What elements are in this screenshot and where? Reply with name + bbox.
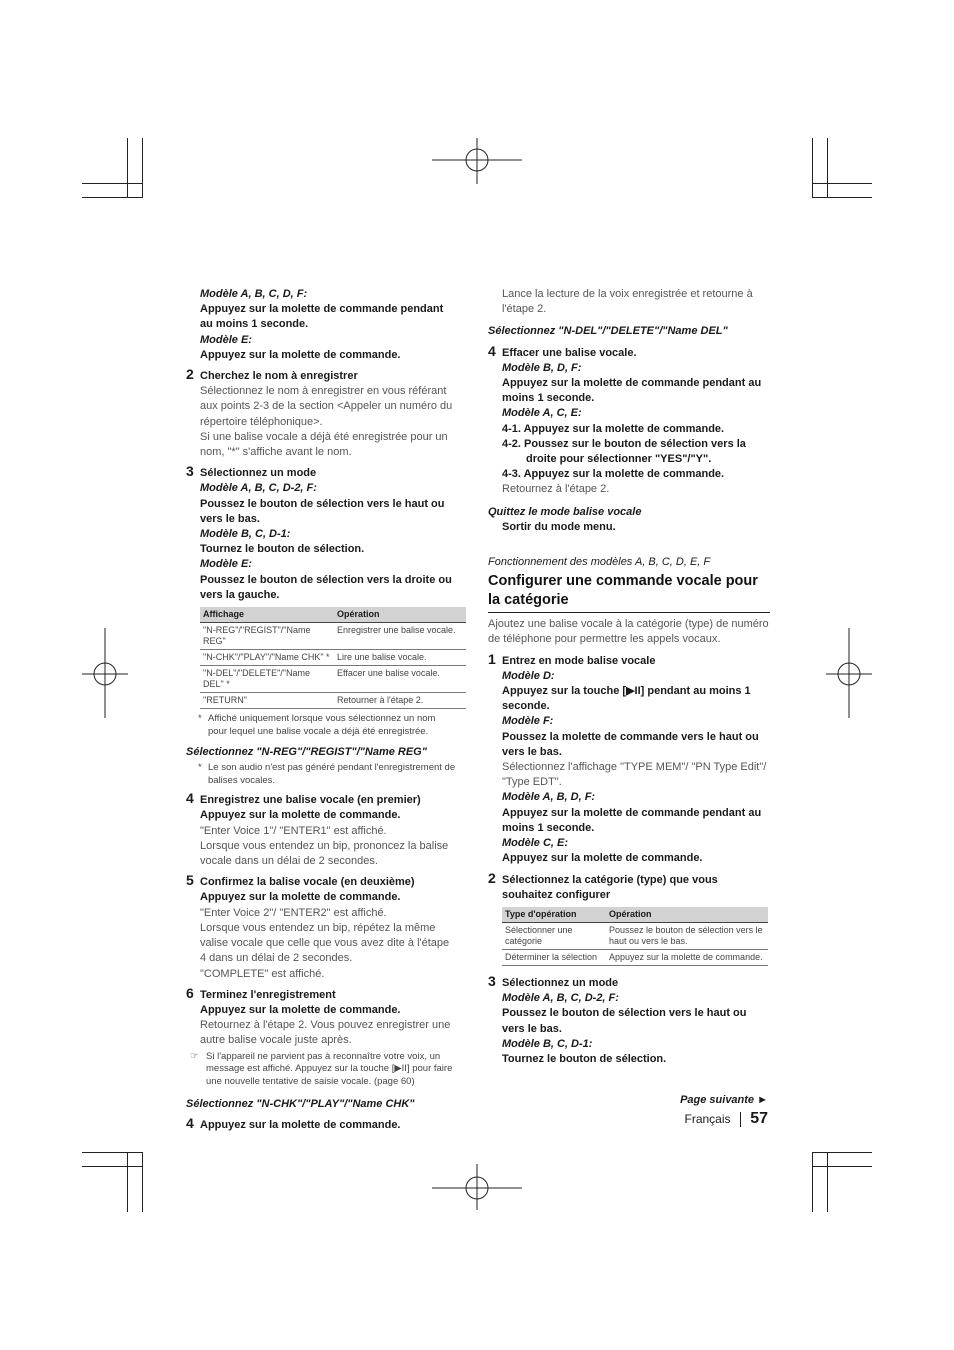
section-heading: Sélectionnez "N-REG"/"REGIST"/"Name REG" — [186, 746, 427, 759]
table-cell: "N-REG"/"REGIST"/"Name REG" — [200, 623, 334, 650]
left-column — [186, 287, 456, 1133]
table-row — [200, 693, 466, 709]
sub-step: 4-3. Appuyez sur la molette de commande. — [502, 468, 725, 481]
sub-step: droite pour sélectionner "YES"/"Y". — [526, 453, 712, 466]
model-label: Modèle B, C, D-1: — [502, 1037, 593, 1050]
hint-text: Si l'appareil ne parvient pas à reconnaître votre voix, un message est affiché. Appuyez sur la touche [▶II] pour faire une nouvelle tentative de saisie vocale. (page 60) — [206, 1050, 453, 1087]
model-label: Modèle A, B, C, D, F: — [200, 288, 308, 300]
step-title: Sélectionnez un mode — [200, 467, 317, 480]
table-header: Affichage — [200, 607, 334, 623]
step-text: Lance la lecture de la voix enregistrée et retourne à l'étape 2. — [502, 288, 753, 316]
model-label: Modèle F: — [502, 715, 554, 728]
table-cell: "N-CHK"/"PLAY"/"Name CHK" * — [200, 650, 334, 666]
instruction: Appuyez sur la molette de commande. — [502, 852, 703, 865]
step-number: 4 — [186, 790, 194, 807]
step-text: "Enter Voice 2"/ "ENTER2" est affiché. — [200, 906, 387, 919]
instruction: Appuyez sur la molette de commande. — [200, 891, 401, 904]
table-cell: Lire une balise vocale. — [334, 650, 466, 666]
registration-mark-left — [82, 628, 130, 720]
instruction: Appuyez sur la molette de commande pendant au moins 1 seconde. — [502, 806, 762, 834]
step-4-play — [186, 1115, 456, 1133]
language-label: Français — [684, 1112, 731, 1126]
model-label: Modèle A, B, D, F: — [502, 791, 596, 804]
instruction: Poussez le bouton de sélection vers le haut ou vers le bas. — [200, 497, 445, 525]
step-6 — [186, 984, 456, 1049]
table-cell: Poussez le bouton de sélection vers le haut ou vers le bas. — [606, 922, 768, 949]
table-header: Opération — [334, 607, 466, 623]
model-label: Modèle B, D, F: — [502, 361, 582, 374]
instruction: Poussez le bouton de sélection vers la droite ou vers la gauche. — [200, 573, 452, 601]
table-cell: "N-DEL"/"DELETE"/"Name DEL" * — [200, 666, 334, 693]
instruction: Appuyez sur la molette de commande. — [200, 809, 401, 822]
section-intro: Ajoutez une balise vocale à la catégorie (type) de numéro de téléphone pour permettre les appels vocaux. — [488, 618, 769, 646]
footnote-text: Affiché uniquement lorsque vous sélectionnez un nom pour lequel une balise vocale a déjà été enregistrée. — [208, 713, 436, 737]
page-footer — [600, 1110, 768, 1128]
step-text: Sélectionnez l'affichage "TYPE MEM"/ "PN Type Edit"/ "Type EDT". — [502, 761, 767, 789]
step-5 — [186, 872, 456, 981]
step-title: Terminez l'enregistrement — [200, 988, 336, 1001]
table-cell: Appuyez sur la molette de commande. — [606, 949, 768, 965]
section-heading: Sélectionnez "N-CHK"/"PLAY"/"Name CHK" — [186, 1098, 415, 1111]
table-cell: Effacer une balise vocale. — [334, 666, 466, 693]
footer-divider — [740, 1112, 741, 1127]
step-4-delete — [488, 342, 770, 498]
category-table — [502, 907, 768, 966]
table-row — [502, 922, 768, 949]
table-header: Opération — [606, 907, 768, 923]
table-header: Type d'opération — [502, 907, 606, 923]
step-number: 4 — [488, 342, 496, 359]
table-row — [200, 650, 466, 666]
next-page-link[interactable] — [600, 1094, 768, 1106]
pointing-hand-icon: ☞ — [190, 1050, 199, 1062]
model-label: Modèle D: — [502, 669, 555, 682]
table-cell: Retourner à l'étape 2. — [334, 693, 466, 709]
footnote-text: Le son audio n'est pas généré pendant l'enregistrement de balises vocales. — [208, 762, 456, 786]
step-number: 4 — [186, 1115, 194, 1132]
step-2 — [186, 366, 456, 460]
step-4 — [186, 790, 456, 869]
table-cell: "RETURN" — [200, 693, 334, 709]
step-1 — [488, 650, 770, 867]
step-text: "Enter Voice 1"/ "ENTER1" est affiché. — [200, 824, 387, 837]
model-label: Modèle C, E: — [502, 837, 569, 850]
footnote: * Affiché uniquement lorsque vous sélectionnez un nom pour lequel une balise vocale a déjà été enregistrée. — [198, 713, 436, 737]
step-number: 5 — [186, 872, 194, 889]
model-label: Modèle E: — [200, 558, 252, 571]
step-text: "COMPLETE" est affiché. — [200, 967, 325, 980]
step-text: Sélectionnez le nom à enregistrer en vous référant aux points 2-3 de la section <Appeler un numéro du répertoire téléphonique>. — [200, 385, 453, 428]
step-3 — [186, 463, 456, 603]
registration-mark-top — [432, 138, 524, 186]
step-title: Effacer une balise vocale. — [502, 346, 637, 359]
step-number: 6 — [186, 984, 194, 1001]
model-label: Modèle B, C, D-1: — [200, 528, 291, 541]
registration-mark-right — [826, 628, 874, 720]
step-text: Retournez à l'étape 2. — [502, 483, 610, 496]
step-title: Sélectionnez la catégorie (type) que vous souhaitez configurer — [502, 873, 718, 901]
instruction: Appuyez sur la molette de commande pendant au moins 1 seconde. — [200, 303, 444, 331]
section-title: Configurer une commande vocale pour la catégorie — [488, 572, 770, 613]
mode-table — [200, 607, 466, 709]
step-number: 3 — [186, 463, 194, 480]
step-title: Sélectionnez un mode — [502, 976, 619, 989]
instruction: Appuyez sur la molette de commande. — [200, 1003, 401, 1016]
table-row — [200, 623, 466, 650]
footnote: * Le son audio n'est pas généré pendant l'enregistrement de balises vocales. — [198, 762, 456, 786]
instruction: Appuyez sur la touche [▶II] pendant au moins 1 seconde. — [502, 685, 751, 713]
instruction: Sortir du mode menu. — [502, 520, 616, 533]
registration-mark-bottom — [432, 1164, 524, 1212]
step-text: Si une balise vocale a déjà été enregistrée pour un nom, "*" s'affiche avant le nom. — [200, 430, 448, 459]
hint-note — [186, 1051, 456, 1089]
section-heading: Quittez le mode balise vocale — [488, 505, 642, 518]
instruction: Tournez le bouton de sélection. — [502, 1052, 667, 1065]
right-column — [488, 287, 770, 1067]
table-cell: Enregistrer une balise vocale. — [334, 623, 466, 650]
instruction: Poussez la molette de commande vers le haut ou vers le bas. — [502, 730, 759, 758]
model-label: Modèle E: — [200, 333, 252, 346]
step-2 — [488, 869, 770, 903]
step-text: Lorsque vous entendez un bip, répétez la même valise vocale que celle que vous avez dite à l'étape 4 dans un délai de 2 secondes. — [200, 921, 450, 965]
step-title: Cherchez le nom à enregistrer — [200, 370, 358, 383]
instruction: Poussez le bouton de sélection vers le haut ou vers le bas. — [502, 1007, 747, 1035]
step-title: Appuyez sur la molette de commande. — [200, 1119, 401, 1132]
table-cell: Déterminer la sélection — [502, 949, 606, 965]
model-label: Modèle A, B, C, D-2, F: — [502, 992, 619, 1005]
table-row — [200, 666, 466, 693]
section-heading: Sélectionnez "N-DEL"/"DELETE"/"Name DEL" — [488, 325, 728, 338]
table-cell: Sélectionner une catégorie — [502, 922, 606, 949]
step-text: Retournez à l'étape 2. Vous pouvez enregistrer une autre balise vocale juste après. — [200, 1019, 451, 1047]
sub-step: 4-1. Appuyez sur la molette de commande. — [502, 422, 725, 435]
model-label: Modèle A, B, C, D-2, F: — [200, 482, 317, 495]
page-number: 57 — [750, 1110, 768, 1127]
table-row — [502, 949, 768, 965]
instruction: Tournez le bouton de sélection. — [200, 543, 365, 556]
operation-label: Fonctionnement des modèles A, B, C, D, E, F — [488, 556, 711, 569]
step-number: 1 — [488, 650, 496, 667]
sub-step: 4-2. Poussez sur le bouton de sélection vers la — [502, 437, 746, 450]
step-text: Lorsque vous entendez un bip, prononcez la balise vocale dans un délai de 2 secondes. — [200, 839, 449, 868]
step-3 — [488, 972, 770, 1067]
step-title: Entrez en mode balise vocale — [502, 654, 656, 667]
instruction: Appuyez sur la molette de commande. — [200, 348, 401, 361]
step-title: Confirmez la balise vocale (en deuxième) — [200, 876, 415, 889]
step-title: Enregistrez une balise vocale (en premier) — [200, 794, 421, 807]
instruction: Appuyez sur la molette de commande pendant au moins 1 seconde. — [502, 377, 762, 405]
step-number: 3 — [488, 972, 496, 989]
next-page-label: Page suivante ► — [680, 1094, 768, 1106]
step-number: 2 — [186, 366, 194, 383]
model-label: Modèle A, C, E: — [502, 407, 582, 420]
step-number: 2 — [488, 869, 496, 886]
